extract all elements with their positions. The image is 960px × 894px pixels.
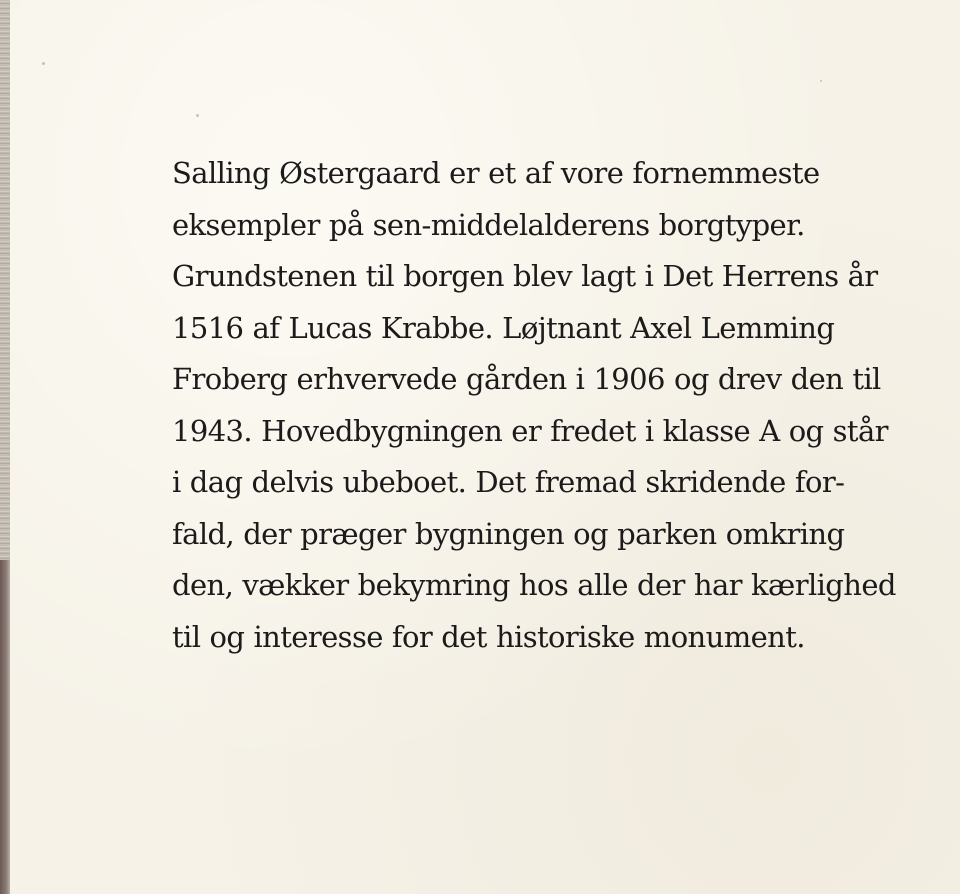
paper-speck	[42, 62, 45, 65]
paper-speck	[196, 114, 199, 117]
paragraph-line: 1516 af Lucas Krabbe. Løjtnant Axel Lemming	[172, 310, 835, 345]
paragraph-line: Grundstenen til borgen blev lagt i Det Herrens år	[172, 259, 878, 293]
paragraph-line: den, vækker bekymring hos alle der har kærlighed	[172, 568, 896, 602]
body-paragraph	[172, 148, 896, 663]
paragraph-line: 1943. Hovedbygningen er fredet i klasse A og står	[172, 413, 888, 448]
page-spine-shadow	[0, 560, 10, 894]
paragraph-line: eksempler på sen-middelalderens borgtyper.	[172, 207, 805, 242]
paragraph-line: Froberg erhvervede gården i 1906 og drev den til	[172, 362, 881, 396]
paragraph-line: Salling Østergaard er et af vore fornemmeste	[172, 156, 820, 190]
paragraph-line: til og interesse for det historiske monument.	[172, 619, 805, 654]
paragraph-line: fald, der præger bygningen og parken omkring	[172, 516, 845, 551]
paper-speck	[820, 80, 822, 82]
paragraph-line: i dag delvis ubeboet. Det fremad skridende for-	[172, 465, 845, 499]
